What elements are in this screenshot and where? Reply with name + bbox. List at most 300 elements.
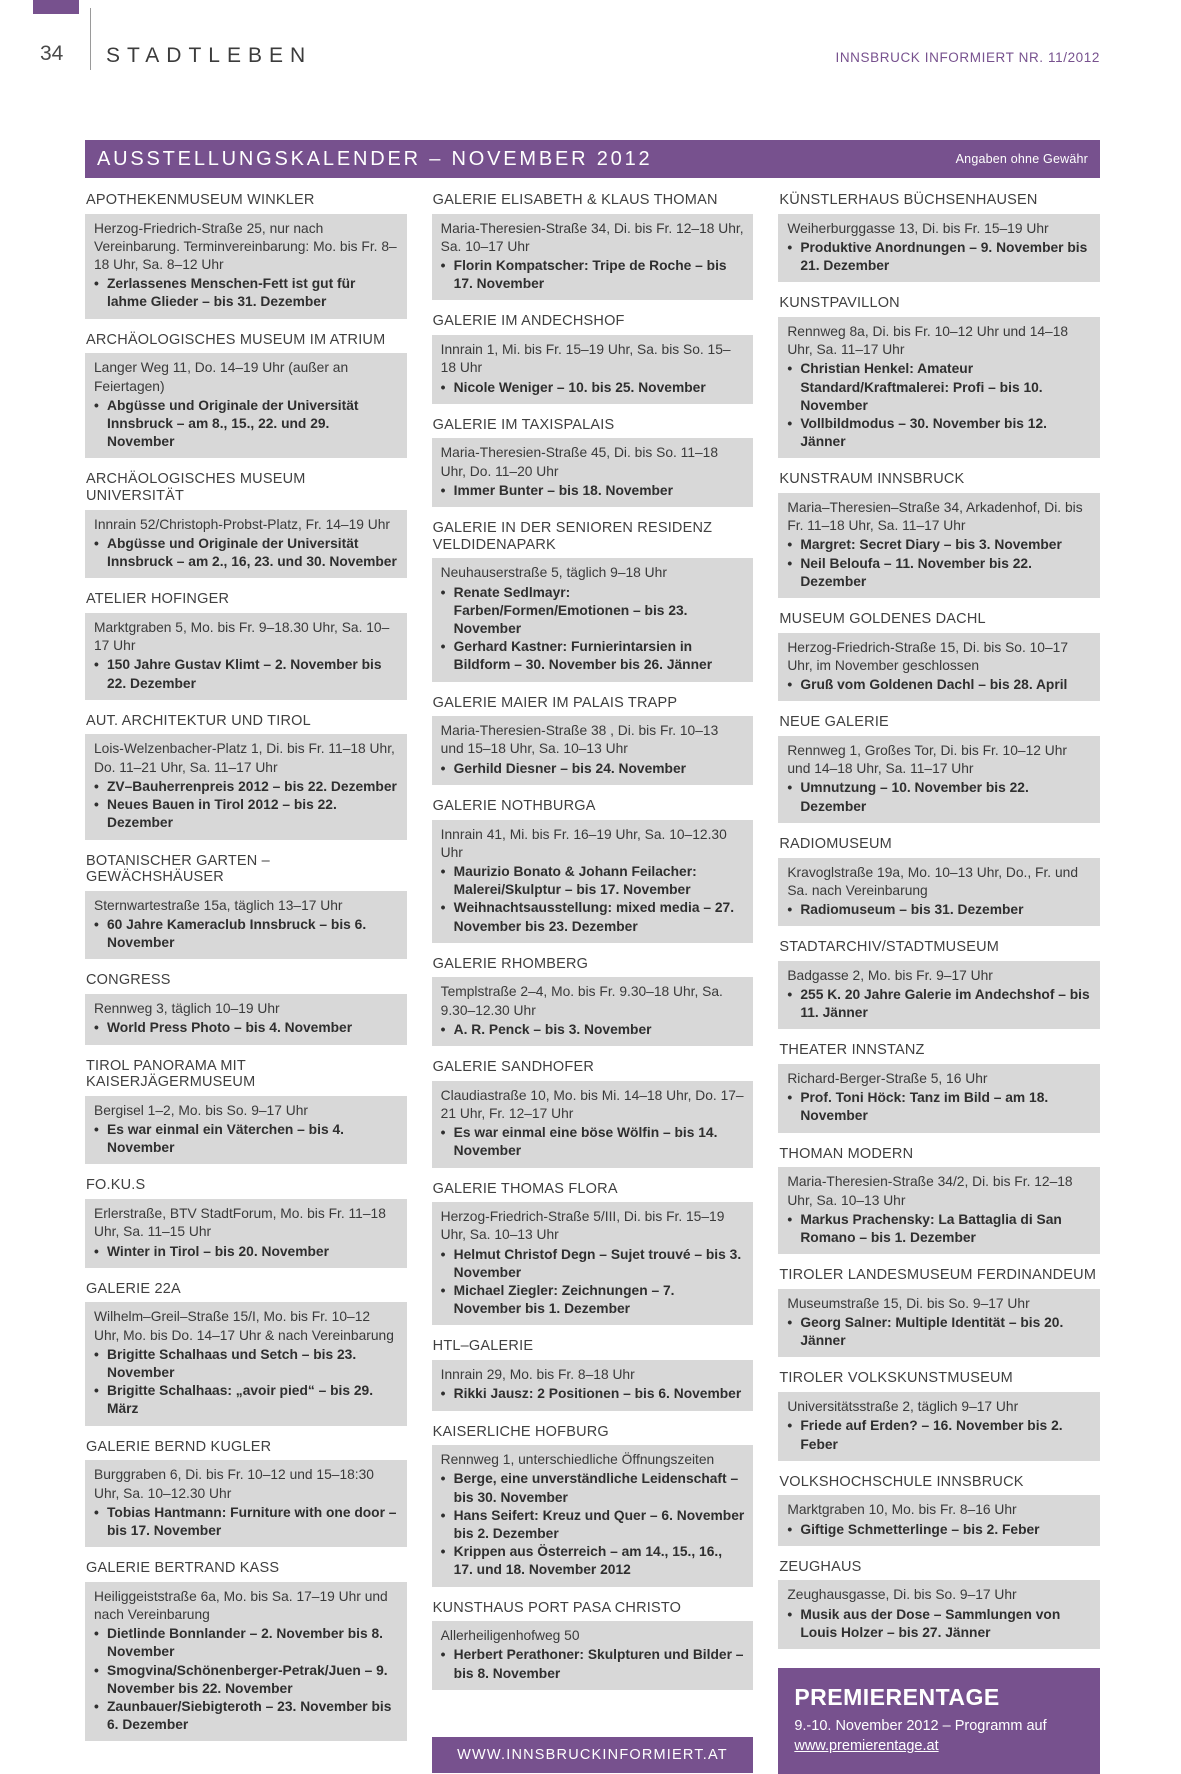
- exhibition-item: [787, 1417, 1091, 1453]
- venue-info: Innrain 41, Mi. bis Fr. 16–19 Uhr, Sa. 10–12.30 Uhr: [440, 826, 727, 860]
- venue-section: [85, 847, 407, 960]
- venue-info: Herzog-Friedrich-Straße 25, nur nach Vereinbarung. Terminvereinbarung: Mo. bis Fr. 8–18 Uhr, Sa. 8–12 Uhr: [94, 220, 397, 273]
- venue-details: [432, 1445, 754, 1586]
- venue-section: [85, 1554, 407, 1741]
- venue-info: Weiherburggasse 13, Di. bis Fr. 15–19 Uhr: [787, 220, 1049, 236]
- venue-details: [432, 977, 754, 1046]
- calendar-title: AUSSTELLUNGSKALENDER – NOVEMBER 2012: [97, 147, 653, 170]
- venue-details: [778, 214, 1100, 283]
- venue-section: [432, 411, 754, 507]
- venue-info: Neuhauserstraße 5, täglich 9–18 Uhr: [440, 565, 667, 581]
- exhibition-item: [787, 415, 1091, 451]
- venue-section: [778, 605, 1100, 701]
- venue-info: Innrain 29, Mo. bis Fr. 8–18 Uhr: [440, 1367, 635, 1383]
- bullet-icon: •: [94, 797, 99, 813]
- exhibition-text: Michael Ziegler: Zeichnungen – 7. November bis 1. Dezember: [453, 1283, 675, 1317]
- bullet-icon: •: [440, 1544, 446, 1560]
- bullet-icon: •: [440, 1246, 446, 1262]
- exhibition-text: 150 Jahre Gustav Klimt – 2. November bis 22. Dezember: [107, 657, 382, 691]
- bullet-icon: •: [94, 917, 99, 933]
- venue-section: [778, 1553, 1100, 1649]
- venue-info: Maria-Theresien-Straße 38 , Di. bis Fr. 10–13 und 15–18 Uhr, Sa. 10–13 Uhr: [440, 723, 719, 757]
- exhibition-text: Gerhild Diesner – bis 24. November: [453, 760, 687, 776]
- exhibition-text: Rikki Jausz: 2 Positionen – bis 6. November: [453, 1386, 742, 1402]
- venue-section: [85, 465, 407, 578]
- exhibition-item: [94, 1121, 398, 1157]
- venue-section: [85, 1275, 407, 1426]
- exhibition-item: [441, 1246, 745, 1282]
- bullet-icon: •: [440, 584, 446, 600]
- venue-info: Allerheiligenhofweg 50: [440, 1628, 580, 1644]
- venue-info: Marktgraben 5, Mo. bis Fr. 9–18.30 Uhr, Sa. 10–17 Uhr: [94, 620, 390, 654]
- venue-section: [432, 307, 754, 403]
- venue-info: Rennweg 3, täglich 10–19 Uhr: [94, 1001, 280, 1017]
- venue-section: [778, 465, 1100, 598]
- bullet-icon: •: [94, 1122, 99, 1138]
- exhibition-text: Herbert Perathoner: Skulpturen und Bilder – bis 8. November: [453, 1647, 744, 1681]
- exhibition-item: [94, 1698, 398, 1734]
- exhibition-item: [787, 1606, 1091, 1642]
- venue-details: [432, 558, 754, 681]
- exhibition-text: Christian Henkel: Amateur Standard/Kraftmalerei: Profi – bis 10. November: [800, 361, 1043, 413]
- masthead-title: INNSBRUCK INFORMIERT NR. 11/2012: [835, 50, 1100, 65]
- exhibition-item: [94, 535, 398, 571]
- exhibition-item: [94, 1504, 398, 1540]
- exhibition-text: Abgüsse und Originale der Universität Innsbruck – am 8., 15., 22. und 29. November: [107, 397, 359, 450]
- bullet-icon: •: [440, 1507, 446, 1523]
- bullet-icon: •: [440, 1125, 446, 1141]
- venue-info: Lois-Welzenbacher-Platz 1, Di. bis Fr. 11–18 Uhr, Do. 11–21 Uhr, Sa. 11–17 Uhr: [94, 741, 395, 775]
- bullet-icon: •: [94, 397, 99, 413]
- venue-name: GALERIE SANDHOFER: [432, 1059, 594, 1076]
- venue-section: [432, 1418, 754, 1587]
- venue-info: Herzog-Friedrich-Straße 5/III, Di. bis Fr. 15–19 Uhr, Sa. 10–13 Uhr: [440, 1209, 725, 1243]
- exhibition-text: ZV–Bauherrenpreis 2012 – bis 22. Dezember: [107, 778, 397, 794]
- exhibition-text: Georg Salner: Multiple Identität – bis 20. Jänner: [800, 1315, 1064, 1349]
- venue-name: GALERIE MAIER IM PALAIS TRAPP: [432, 694, 678, 711]
- bullet-icon: •: [787, 677, 793, 693]
- venue-section: [432, 514, 754, 682]
- column-1-sections: [85, 186, 407, 1748]
- bullet-icon: •: [440, 379, 446, 395]
- bullet-icon: •: [94, 1020, 99, 1036]
- venue-info: Sternwartestraße 15a, täglich 13–17 Uhr: [94, 897, 343, 913]
- exhibition-text: Brigitte Schalhaas und Setch – bis 23. November: [107, 1346, 357, 1381]
- venue-details: [85, 1460, 407, 1547]
- venue-name: THOMAN MODERN: [779, 1145, 914, 1162]
- exhibition-item: [441, 1385, 745, 1403]
- page-number: 34: [40, 42, 64, 65]
- venue-name: ZEUGHAUS: [779, 1558, 862, 1575]
- venue-info: Kravoglstraße 19a, Mo. 10–13 Uhr, Do., Fr. und Sa. nach Vereinbarung: [787, 864, 1078, 898]
- venue-details: [85, 510, 407, 579]
- bullet-icon: •: [94, 1243, 99, 1259]
- venue-section: [85, 707, 407, 840]
- venue-name: ARCHÄOLOGISCHES MUSEUM IM ATRIUM: [86, 331, 386, 348]
- exhibition-item: [94, 796, 398, 832]
- venue-details: [85, 613, 407, 700]
- bullet-icon: •: [787, 1606, 793, 1622]
- venue-details: [432, 1621, 754, 1690]
- exhibition-text: Prof. Toni Höck: Tanz im Bild – am 18. November: [800, 1090, 1049, 1124]
- bullet-icon: •: [787, 1521, 793, 1537]
- venue-name: VOLKSHOCHSCHULE INNSBRUCK: [779, 1473, 1024, 1490]
- venue-info: Herzog-Friedrich-Straße 15, Di. bis So. 10–17 Uhr, im November geschlossen: [787, 639, 1068, 673]
- bullet-icon: •: [94, 1383, 99, 1399]
- venue-info: Zeughausgasse, Di. bis So. 9–17 Uhr: [787, 1587, 1017, 1603]
- bullet-icon: •: [94, 778, 99, 794]
- venue-section: [432, 792, 754, 943]
- exhibition-item: [94, 1243, 398, 1261]
- premierentage-text: [794, 1717, 1084, 1756]
- venue-name: KUNSTRAUM INNSBRUCK: [779, 471, 965, 488]
- venue-details: [778, 1580, 1100, 1649]
- exhibition-text: Neil Beloufa – 11. November bis 22. Dezember: [800, 555, 1032, 589]
- exhibition-item: [441, 1543, 745, 1579]
- venue-info: Langer Weg 11, Do. 14–19 Uhr (außer an Feiertagen): [94, 360, 349, 394]
- venue-name: GALERIE RHOMBERG: [432, 955, 589, 972]
- venue-section: [778, 1036, 1100, 1132]
- venue-section: [432, 950, 754, 1046]
- venue-name: GALERIE ELISABETH & KLAUS THOMAN: [432, 192, 718, 208]
- exhibition-text: Umnutzung – 10. November bis 22. Dezember: [800, 780, 1029, 814]
- exhibition-text: Nicole Weniger – 10. bis 25. November: [453, 379, 706, 395]
- venue-details: [85, 353, 407, 458]
- venue-info: Museumstraße 15, Di. bis So. 9–17 Uhr: [787, 1295, 1030, 1311]
- bullet-icon: •: [94, 1504, 99, 1520]
- exhibition-item: [787, 1211, 1091, 1247]
- bullet-icon: •: [787, 239, 793, 255]
- venue-info: Wilhelm–Greil–Straße 15/I, Mo. bis Fr. 10–12 Uhr, Mo. bis Do. 14–17 Uhr & nach Vereinbarung: [94, 1309, 394, 1343]
- bullet-icon: •: [440, 1471, 446, 1487]
- bullet-icon: •: [787, 555, 793, 571]
- venue-details: [85, 891, 407, 960]
- venue-info: Heiliggeiststraße 6a, Mo. bis Sa. 17–19 Uhr und nach Vereinbarung: [94, 1588, 388, 1623]
- bullet-icon: •: [440, 900, 446, 916]
- venue-info: Badgasse 2, Mo. bis Fr. 9–17 Uhr: [787, 967, 993, 983]
- venue-name: GALERIE NOTHBURGA: [432, 797, 596, 814]
- exhibition-item: [441, 1507, 745, 1543]
- venue-section: [85, 1171, 407, 1267]
- exhibition-item: [94, 656, 398, 692]
- calendar-header-bar: [85, 140, 1100, 178]
- venue-name: THEATER INNSTANZ: [779, 1042, 925, 1059]
- venue-info: Marktgraben 10, Mo. bis Fr. 8–16 Uhr: [787, 1502, 1017, 1518]
- venue-section: [432, 186, 754, 300]
- bullet-icon: •: [787, 361, 793, 377]
- venue-section: [778, 186, 1100, 282]
- venue-details: [85, 994, 407, 1044]
- venue-info: Maria-Theresien-Straße 45, Di. bis So. 11–18 Uhr, Do. 11–20 Uhr: [440, 445, 719, 479]
- premierentage-title: PREMIERENTAGE: [794, 1684, 1000, 1711]
- calendar-columns: [85, 186, 1100, 1774]
- bullet-icon: •: [440, 1021, 446, 1037]
- bullet-icon: •: [787, 1418, 793, 1434]
- bullet-icon: •: [440, 1283, 446, 1299]
- venue-name: APOTHEKENMUSEUM WINKLER: [86, 192, 315, 208]
- exhibition-item: [94, 397, 398, 452]
- bullet-icon: •: [440, 258, 446, 274]
- venue-details: [778, 317, 1100, 458]
- venue-info: Rennweg 1, unterschiedliche Öffnungszeiten: [440, 1452, 715, 1468]
- bullet-icon: •: [787, 1211, 793, 1227]
- venue-info: Erlerstraße, BTV StadtForum, Mo. bis Fr. 11–18 Uhr, Sa. 11–15 Uhr: [94, 1206, 386, 1240]
- column-3-sections: [778, 186, 1100, 1656]
- bullet-icon: •: [787, 986, 793, 1002]
- venue-info: Maria-Theresien-Straße 34, Di. bis Fr. 12–18 Uhr, Sa. 10–17 Uhr: [440, 220, 744, 254]
- venue-details: [85, 1302, 407, 1425]
- exhibition-text: Es war einmal eine böse Wölfin – bis 14. November: [453, 1125, 718, 1159]
- exhibition-text: Markus Prachensky: La Battaglia di San Romano – bis 1. Dezember: [800, 1211, 1062, 1245]
- bullet-icon: •: [94, 1346, 99, 1362]
- venue-details: [432, 1081, 754, 1168]
- venue-details: [778, 1495, 1100, 1545]
- bullet-icon: •: [440, 863, 446, 879]
- bullet-icon: •: [440, 1386, 446, 1402]
- exhibition-item: [441, 584, 745, 639]
- exhibition-item: [94, 1662, 398, 1698]
- exhibition-text: Hans Seifert: Kreuz und Quer – 6. November bis 2. Dezember: [453, 1507, 745, 1541]
- venue-details: [85, 1582, 407, 1742]
- venue-info: Rennweg 8a, Di. bis Fr. 10–12 Uhr und 14–18 Uhr, Sa. 11–17 Uhr: [787, 323, 1069, 358]
- header-divider: [90, 8, 91, 70]
- venue-details: [432, 716, 754, 785]
- exhibition-text: A. R. Penck – bis 3. November: [453, 1021, 652, 1037]
- venue-name: NEUE GALERIE: [779, 714, 889, 731]
- exhibition-item: [441, 257, 745, 293]
- venue-section: [432, 689, 754, 785]
- venue-details: [778, 961, 1100, 1030]
- premierentage-box: [778, 1668, 1100, 1774]
- bullet-icon: •: [787, 780, 793, 796]
- exhibition-text: Radiomuseum – bis 31. Dezember: [800, 901, 1024, 917]
- exhibition-item: [441, 760, 745, 778]
- venue-name: AUT. ARCHITEKTUR UND TIROL: [86, 712, 311, 729]
- exhibition-text: Tobias Hantmann: Furniture with one door – bis 17. November: [107, 1504, 397, 1538]
- column-3: [778, 186, 1100, 1774]
- exhibition-text: Renate Sedlmayr: Farben/Formen/Emotionen – bis 23. November: [453, 584, 688, 636]
- bullet-icon: •: [94, 1662, 99, 1678]
- venue-section: [85, 966, 407, 1044]
- bullet-icon: •: [440, 482, 446, 498]
- exhibition-item: [787, 555, 1091, 591]
- website-link[interactable]: WWW.INNSBRUCKINFORMIERT.AT: [432, 1737, 754, 1773]
- exhibition-item: [94, 1382, 398, 1418]
- bullet-icon: •: [787, 1090, 793, 1106]
- exhibition-item: [787, 901, 1091, 919]
- exhibition-text: 60 Jahre Kameraclub Innsbruck – bis 6. November: [107, 917, 367, 951]
- bullet-icon: •: [94, 276, 99, 292]
- exhibition-item: [441, 899, 745, 935]
- exhibition-item: [787, 779, 1091, 815]
- venue-section: [778, 1468, 1100, 1546]
- bullet-icon: •: [440, 1647, 446, 1663]
- exhibition-item: [441, 1021, 745, 1039]
- exhibition-item: [441, 1124, 745, 1160]
- venue-name: HTL–GALERIE: [432, 1338, 534, 1355]
- exhibition-item: [787, 986, 1091, 1022]
- venue-details: [432, 1360, 754, 1410]
- venue-name: ATELIER HOFINGER: [86, 591, 230, 608]
- calendar-disclaimer: Angaben ohne Gewähr: [955, 152, 1088, 166]
- venue-details: [432, 214, 754, 301]
- venue-section: [432, 1594, 754, 1690]
- column-2-sections: [432, 186, 754, 1697]
- venue-details: [778, 736, 1100, 823]
- exhibition-item: [441, 638, 745, 674]
- venue-details: [432, 820, 754, 943]
- venue-name: GALERIE IM TAXISPALAIS: [432, 416, 615, 433]
- exhibition-text: Friede auf Erden? – 16. November bis 2. Feber: [800, 1418, 1063, 1452]
- exhibition-item: [787, 676, 1091, 694]
- venue-section: [778, 289, 1100, 458]
- venue-info: Innrain 52/Christoph-Probst-Platz, Fr. 14–19 Uhr: [94, 516, 391, 532]
- venue-info: Claudiastraße 10, Mo. bis Mi. 14–18 Uhr, Do. 17–21 Uhr, Fr. 12–17 Uhr: [440, 1087, 744, 1121]
- venue-details: [85, 1096, 407, 1165]
- exhibition-text: Florin Kompatscher: Tripe de Roche – bis 17. November: [453, 258, 727, 292]
- venue-details: [85, 1199, 407, 1268]
- exhibition-text: Zaunbauer/Siebigteroth – 23. November bis 6. Dezember: [107, 1699, 392, 1733]
- calendar: [85, 140, 1100, 1774]
- premierentage-dates: 9.-10. November 2012 – Programm auf: [794, 1718, 1047, 1735]
- venue-section: [778, 830, 1100, 926]
- bullet-icon: •: [94, 1626, 99, 1642]
- bullet-icon: •: [787, 537, 793, 553]
- exhibition-item: [94, 778, 398, 796]
- venue-details: [778, 633, 1100, 702]
- venue-name: TIROL PANORAMA MIT KAISERJÄGERMUSEUM: [86, 1057, 256, 1091]
- venue-details: [432, 335, 754, 404]
- venue-name: TIROLER LANDESMUSEUM FERDINANDEUM: [779, 1267, 1097, 1284]
- exhibition-text: Dietlinde Bonnlander – 2. November bis 8. November: [107, 1626, 384, 1660]
- venue-name: GALERIE BERTRAND KASS: [86, 1560, 280, 1577]
- venue-name: TIROLER VOLKSKUNSTMUSEUM: [779, 1370, 1013, 1387]
- exhibition-text: Helmut Christof Degn – Sujet trouvé – bis 3. November: [453, 1246, 742, 1280]
- venue-name: GALERIE THOMAS FLORA: [432, 1180, 618, 1197]
- venue-info: Bergisel 1–2, Mo. bis So. 9–17 Uhr: [94, 1102, 308, 1118]
- exhibition-item: [787, 239, 1091, 275]
- exhibition-text: Vollbildmodus – 30. November bis 12. Jänner: [800, 415, 1047, 450]
- venue-section: [778, 708, 1100, 822]
- venue-section: [85, 585, 407, 699]
- exhibition-text: Giftige Schmetterlinge – bis 2. Feber: [800, 1521, 1040, 1537]
- exhibition-text: World Press Photo – bis 4. November: [107, 1020, 353, 1036]
- venue-name: GALERIE IM ANDECHSHOF: [432, 313, 625, 330]
- corner-accent: [33, 0, 79, 14]
- venue-section: [778, 1140, 1100, 1254]
- exhibition-item: [787, 1314, 1091, 1350]
- venue-name: KÜNSTLERHAUS BÜCHSENHAUSEN: [779, 192, 1038, 208]
- venue-info: Innrain 1, Mi. bis Fr. 15–19 Uhr, Sa. bis So. 15–18 Uhr: [440, 342, 731, 376]
- exhibition-item: [441, 863, 745, 899]
- venue-section: [85, 1433, 407, 1547]
- venue-name: RADIOMUSEUM: [779, 835, 892, 852]
- exhibition-item: [787, 536, 1091, 554]
- venue-section: [432, 1175, 754, 1326]
- venue-info: Rennweg 1, Großes Tor, Di. bis Fr. 10–12 Uhr und 14–18 Uhr, Sa. 11–17 Uhr: [787, 743, 1067, 777]
- exhibition-item: [94, 1019, 398, 1037]
- venue-section: [85, 326, 407, 459]
- exhibition-text: 255 K. 20 Jahre Galerie im Andechshof – bis 11. Jänner: [800, 986, 1090, 1021]
- venue-section: [85, 1052, 407, 1165]
- bullet-icon: •: [440, 639, 446, 655]
- venue-info: Maria-Theresien-Straße 34/2, Di. bis Fr. 12–18 Uhr, Sa. 10–13 Uhr: [787, 1174, 1073, 1208]
- venue-info: Maria–Theresien–Straße 34, Arkadenhof, Di. bis Fr. 11–18 Uhr, Sa. 11–17 Uhr: [787, 500, 1083, 534]
- section-title: STADTLEBEN: [106, 44, 313, 67]
- bullet-icon: •: [787, 415, 793, 431]
- venue-name: STADTARCHIV/STADTMUSEUM: [779, 939, 1000, 956]
- bullet-icon: •: [94, 535, 99, 551]
- venue-details: [432, 1202, 754, 1325]
- exhibition-item: [787, 1089, 1091, 1125]
- exhibition-item: [787, 360, 1091, 415]
- venue-info: Universitätsstraße 2, täglich 9–17 Uhr: [787, 1399, 1019, 1415]
- venue-details: [85, 734, 407, 839]
- venue-name: BOTANISCHER GARTEN – GEWÄCHSHÄUSER: [86, 852, 270, 886]
- venue-details: [432, 438, 754, 507]
- venue-info: Richard-Berger-Straße 5, 16 Uhr: [787, 1071, 988, 1087]
- venue-name: KUNSTPAVILLON: [779, 295, 900, 312]
- exhibition-item: [94, 1346, 398, 1382]
- exhibition-text: Abgüsse und Originale der Universität Innsbruck – am 2., 16, 23. und 30. November: [107, 535, 397, 570]
- exhibition-text: Winter in Tirol – bis 20. November: [107, 1243, 329, 1259]
- exhibition-text: Neues Bauen in Tirol 2012 – bis 22. Dezember: [107, 797, 337, 831]
- exhibition-item: [94, 1625, 398, 1661]
- exhibition-item: [94, 916, 398, 952]
- venue-section: [778, 933, 1100, 1029]
- bullet-icon: •: [440, 760, 446, 776]
- venue-section: [85, 186, 407, 319]
- exhibition-item: [441, 379, 745, 397]
- venue-details: [778, 1064, 1100, 1133]
- column-2: [432, 186, 754, 1773]
- venue-section: [778, 1261, 1100, 1357]
- bullet-icon: •: [94, 657, 99, 673]
- exhibition-text: Produktive Anordnungen – 9. November bis 21. Dezember: [800, 239, 1088, 274]
- venue-section: [432, 1053, 754, 1167]
- bullet-icon: •: [787, 1315, 793, 1331]
- venue-info: Burggraben 6, Di. bis Fr. 10–12 und 15–18:30 Uhr, Sa. 10–12.30 Uhr: [94, 1467, 374, 1501]
- venue-name: GALERIE IN DER SENIOREN RESIDENZ VELDIDENAPARK: [432, 520, 713, 553]
- exhibition-item: [441, 1470, 745, 1506]
- venue-section: [432, 1332, 754, 1410]
- exhibition-item: [94, 275, 398, 311]
- bullet-icon: •: [94, 1699, 99, 1715]
- premierentage-link[interactable]: www.premierentage.at: [794, 1737, 939, 1754]
- venue-details: [778, 1289, 1100, 1358]
- venue-name: GALERIE BERND KUGLER: [86, 1438, 272, 1455]
- venue-name: MUSEUM GOLDENES DACHL: [779, 611, 986, 628]
- exhibition-text: Immer Bunter – bis 18. November: [453, 482, 673, 498]
- venue-name: ARCHÄOLOGISCHES MUSEUM UNIVERSITÄT: [86, 471, 306, 505]
- exhibition-text: Margret: Secret Diary – bis 3. November: [800, 537, 1062, 553]
- exhibition-text: Musik aus der Dose – Sammlungen von Louis Holzer – bis 27. Jänner: [800, 1606, 1061, 1640]
- exhibition-item: [441, 1282, 745, 1318]
- exhibition-text: Es war einmal ein Väterchen – bis 4. November: [107, 1122, 344, 1156]
- exhibition-item: [441, 1646, 745, 1682]
- exhibition-text: Smogvina/Schönenberger-Petrak/Juen – 9. November bis 22. November: [107, 1662, 388, 1696]
- exhibition-text: Weihnachtsausstellung: mixed media – 27. November bis 23. Dezember: [453, 900, 735, 934]
- venue-name: KUNSTHAUS PORT PASA CHRISTO: [432, 1599, 682, 1616]
- exhibition-text: Zerlassenes Menschen-Fett ist gut für lahme Glieder – bis 31. Dezember: [107, 276, 356, 310]
- venue-name: FO.KU.S: [86, 1177, 146, 1194]
- venue-details: [778, 1167, 1100, 1254]
- column-1: [85, 186, 407, 1748]
- exhibition-text: Berge, eine unverständliche Leidenschaft – bis 30. November: [453, 1471, 739, 1505]
- venue-details: [85, 214, 407, 319]
- exhibition-text: Maurizio Bonato & Johann Feilacher: Malerei/Skulptur – bis 17. November: [453, 863, 697, 898]
- venue-name: CONGRESS: [86, 972, 171, 989]
